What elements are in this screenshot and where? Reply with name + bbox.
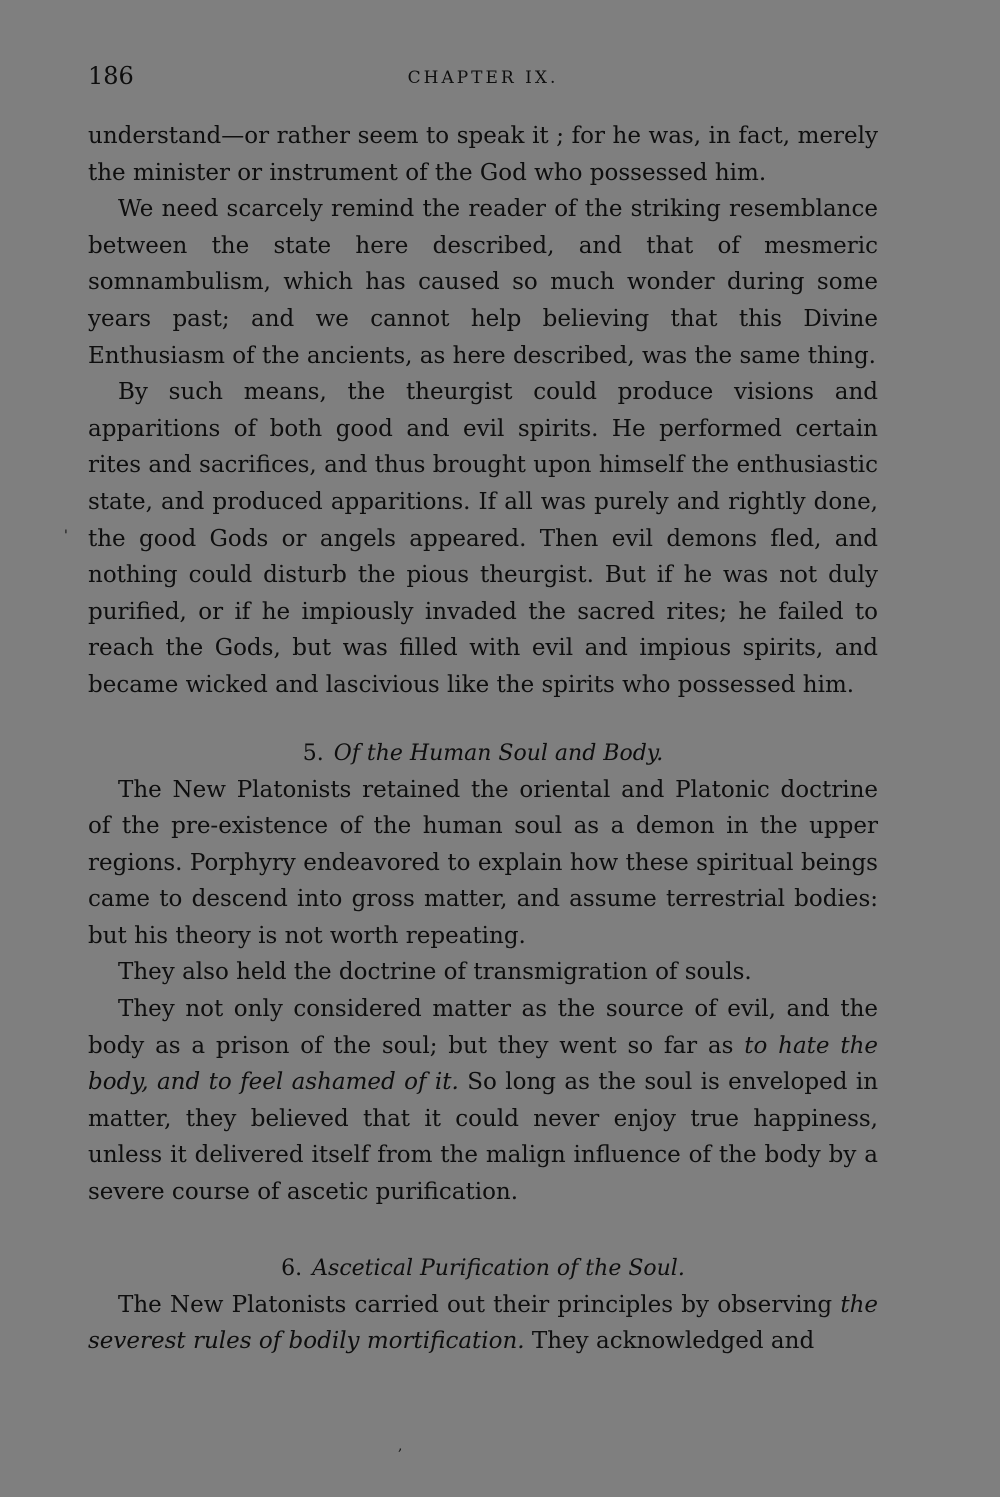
emphasis-text: the severest rules of bodily mortification. bbox=[88, 1291, 878, 1355]
paragraph-mortification bbox=[88, 1287, 878, 1360]
paragraph-mesmeric: We need scarcely remind the reader of the striking resemblance between the state here described, and that of mesmeric somnambulism, which has caused so much wonder during some years past; and we cannot help believing that this Divine Enthusiasm of the ancients, as here described, was the same thing. bbox=[88, 196, 878, 369]
section-title: Of the Human Soul and Body. bbox=[333, 740, 664, 766]
paragraph-continued: understand—or rather seem to speak it ; for he was, in fact, merely the minister or instrument of the God who possessed him. bbox=[88, 123, 878, 186]
paragraph-theurgist: By such means, the theurgist could produce visions and apparitions of both good and evil spirits. He performed certain rites and sacrifices, and thus brought upon himself the enthusiastic state, and produced apparitions. If all was purely and rightly done, the good Gods or angels appeared. Then evil demons fled, and nothing could disturb the pious theurgist. But if he was not duly purified, or if he impiously invaded the sacred rites; he failed to reach the Gods, but was filled with evil and impious spirits, and became wicked and lascivious like the spirits who possessed him. bbox=[88, 379, 878, 698]
page-header bbox=[88, 62, 878, 98]
paragraph-preexistence: The New Platonists retained the oriental and Platonic doctrine of the pre-existence of the human soul as a demon in the upper regions. Porphyry endeavored to explain how these spiritual beings came to descend into gross matter, and assume terrestrial bodies: but his theory is not worth repeating. bbox=[88, 776, 878, 949]
section-heading-6 bbox=[88, 1251, 878, 1287]
paragraph-transmigration: They also held the doctrine of transmigration of souls. bbox=[118, 959, 752, 986]
text-run: They acknowledged and bbox=[524, 1328, 815, 1355]
emphasis-text: to hate the body, and to feel ashamed of it. bbox=[88, 1032, 878, 1096]
running-head: CHAPTER IX. bbox=[407, 68, 559, 88]
section-heading-5 bbox=[88, 736, 878, 772]
section-number: 5. bbox=[302, 740, 324, 766]
text-run: The New Platonists carried out their principles by observing bbox=[118, 1291, 841, 1318]
text-run: They not only considered matter as the source of evil, and the body as a prison of the soul; but they went so far as bbox=[88, 996, 878, 1059]
paragraph-matter-evil bbox=[88, 991, 878, 1211]
text-run: So long as the soul is enveloped in matter, they believed that it could never enjoy true happiness, unless it delivered itself from the malign influence of the body by a severe course of ascetic purification. bbox=[88, 1069, 879, 1206]
page-body bbox=[88, 118, 878, 1360]
section-number: 6. bbox=[281, 1255, 303, 1281]
scan-speck: ' bbox=[64, 528, 68, 544]
scan-speck: , bbox=[398, 1438, 403, 1454]
page-number: 186 bbox=[88, 62, 134, 90]
section-title: Ascetical Purification of the Soul. bbox=[312, 1255, 685, 1281]
